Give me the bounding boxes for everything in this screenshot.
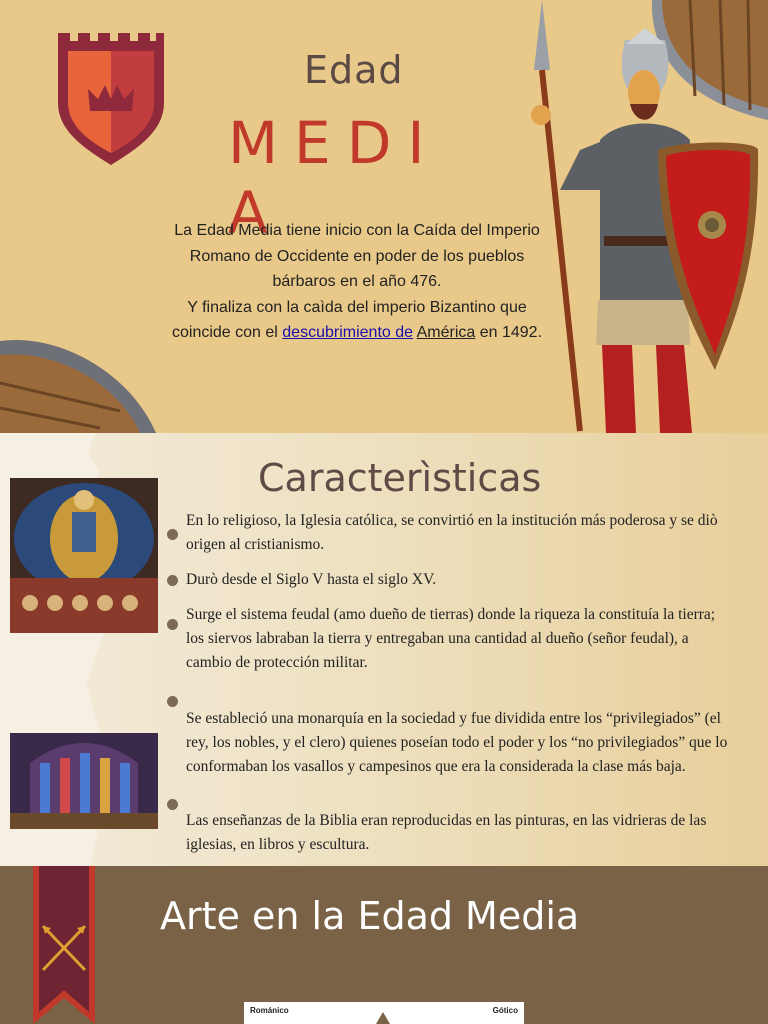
- mosaic-image: [10, 478, 158, 633]
- bullet-dot: [167, 619, 178, 630]
- gotico-label: Gótico: [492, 1006, 518, 1015]
- list-item: En lo religioso, la Iglesia católica, se convirtió en la institución más poderosa y se diò origen al cristianismo.: [186, 512, 718, 553]
- crossed-arrows-banner-icon: [33, 866, 95, 1024]
- bullet-dot: [167, 696, 178, 707]
- cathedral-interior-image: [10, 733, 158, 829]
- section-title: Caracterìsticas: [258, 456, 542, 500]
- knight-illustration: [520, 0, 768, 433]
- intro-part2-before: Y finaliza con la caìda del imperio Bizantino que coincide con el: [171, 298, 527, 341]
- bullet-dot: [167, 799, 178, 810]
- list-item: Las enseñanzas de la Biblia eran reproducidas en las pinturas, en las vidrieras de las iglesias, en libros y escultura.: [186, 812, 707, 853]
- art-section: [0, 866, 768, 1024]
- list-item: Surge el sistema feudal (amo dueño de tierras) donde la riqueza la constituía la tierra; los siervos labraban la tierra y entregaban una cantidad al dueño (señor feudal), a cambio de protección militar.: [186, 606, 716, 671]
- crown-shield-icon: [58, 33, 164, 165]
- list-item: Durò desde el Siglo V hasta el siglo XV.: [186, 571, 437, 588]
- art-title: Arte en la Edad Media: [160, 894, 580, 938]
- america-underlined: América: [416, 324, 476, 341]
- intro-paragraph: [166, 218, 548, 346]
- title-edad: Edad: [304, 48, 404, 92]
- bullet-dot: [167, 575, 178, 586]
- tower-icon: [376, 1012, 390, 1024]
- hero-section: [0, 0, 768, 433]
- list-item: Se estableció una monarquía en la sociedad y fue dividida entre los “privilegiados” (el rey, los nobles, y el clero) quienes poseían todo el poder y los “no privilegiados” que lo conformaban los vasallos y campesinos que era la considerada la clase más baja.: [186, 710, 728, 775]
- intro-part2-after: en 1492.: [475, 324, 543, 341]
- wooden-shield-bottom-left: [0, 333, 160, 433]
- bullet-dot: [167, 529, 178, 540]
- discovery-link[interactable]: descubrimiento de: [282, 324, 414, 341]
- intro-part1: La Edad Media tiene inicio con la Caída del Imperio Romano de Occidente en poder de los pueblos bárbaros en el año 476.: [174, 222, 540, 290]
- art-comparison-card: [244, 1002, 524, 1024]
- romanico-label: Románico: [250, 1006, 289, 1015]
- title-media: MEDIA: [228, 109, 441, 247]
